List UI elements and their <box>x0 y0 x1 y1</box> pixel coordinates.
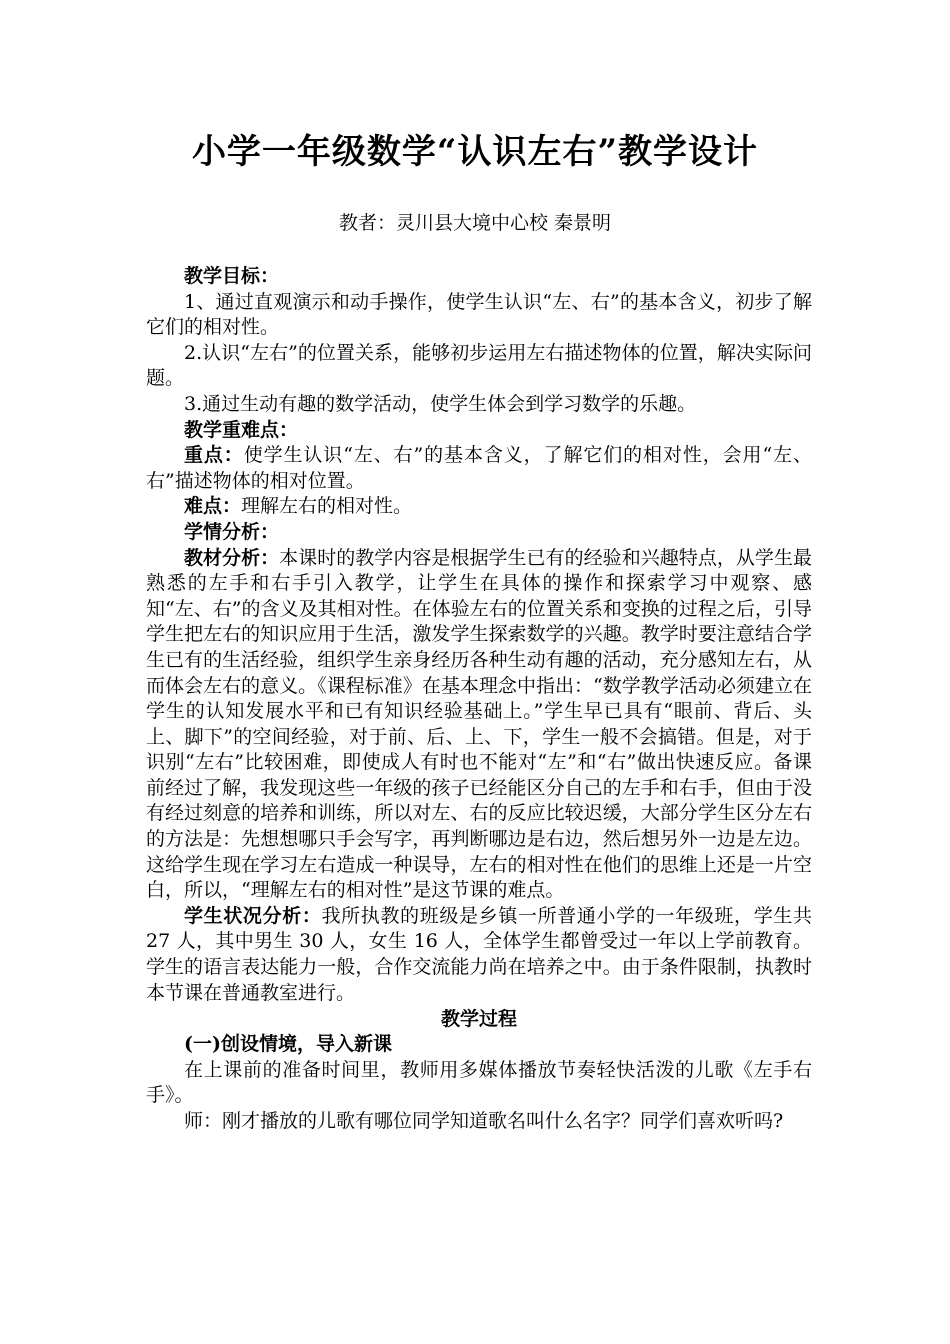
process-heading: 教学过程 <box>440 1008 517 1031</box>
document-body <box>146 264 812 1135</box>
document-title: 小学一年级数学“认识左右”教学设计 <box>191 132 759 172</box>
analysis-heading: 学情分析： <box>184 520 280 543</box>
difficulty-label: 难点： <box>184 495 242 518</box>
goals-heading: 教学目标： <box>184 265 280 287</box>
material-text: 本课时的教学内容是根据学生已有的经验和兴趣特点，从学生最熟悉的左手和右手引入教学，让学生在具体的操作和探索学习中观察、感知“左、右”的含义及其相对性。在体验左右的位置关系和变换的过程之后，引导学生把左右的知识应用于生活，激发学生探索数学的兴趣。教学时要注意结合学生已有的生活经验，组织学生亲身经历各种生动有趣的活动，充分感知左右，从而体会左右的意义。《课程标准》在基本理念中指出：“数学教学活动必须建立在学生的认知发展水平和已有知识经验基础上。”学生早已具有“眼前、背后、头上、脚下”的空间经验，对于前、后、上、下，学生一般不会搞错。但是，对于识别“左右”比较困难，即使成人有时也不能对“左”和“右”做出快速反应。备课前经过了解，我发现这些一年级的孩子已经能区分自己的左手和右手，但由于没有经过刻意的培养和训练，所以对左、右的反应比较迟缓，大部分学生区分左右的方法是：先想想哪只手会写字，再判断哪边是右边，然后想另外一边是左边。这给学生现在学习左右造成一种误导，左右的相对性在他们的思维上还是一片空白，所以，“理解左右的相对性”是这节课的难点。 <box>146 546 812 902</box>
focus-text: 使学生认识“左、右”的基本含义，了解它们的相对性，会用“左、右”描述物体的相对位置。 <box>146 444 812 492</box>
goal-item-3: 3.通过生动有趣的数学活动，使学生体会到学习数学的乐趣。 <box>184 392 697 415</box>
step1-heading: (一)创设情境，导入新课 <box>184 1033 392 1056</box>
step1-paragraph-1: 在上课前的准备时间里，教师用多媒体播放节奏轻快活泼的儿歌《左手右手》。 <box>146 1058 812 1107</box>
material-label: 教材分析： <box>184 546 280 569</box>
author-line: 教者：灵川县大境中心校 秦景明 <box>338 212 612 234</box>
goal-item-1: 1、通过直观演示和动手操作，使学生认识“左、右”的基本含义，初步了解它们的相对性。 <box>146 290 812 339</box>
focus-label: 重点： <box>184 444 244 467</box>
focus-paragraph <box>146 443 812 494</box>
student-analysis-paragraph <box>146 904 812 1006</box>
student-text: 我所执教的班级是乡镇一所普通小学的一年级班，学生共 27 人，其中男生 30 人，女生 16 人，全体学生都曾受过一年以上学前教育。学生的语言表达能力一般，合作交流能力尚在培养之中。由于条件限制，执教时本节课在普通教室进行。 <box>146 904 812 1004</box>
goal-item-2: 2.认识“左右”的位置关系，能够初步运用左右描述物体的位置，解决实际问题。 <box>146 341 812 390</box>
material-analysis-paragraph <box>146 546 812 904</box>
difficulty-paragraph <box>146 494 812 520</box>
step1-paragraph-2: 师：刚才播放的儿歌有哪位同学知道歌名叫什么名字？同学们喜欢听吗? <box>184 1110 784 1132</box>
student-label: 学生状况分析： <box>184 904 322 927</box>
key-points-heading: 教学重难点： <box>184 418 299 441</box>
difficulty-text: 理解左右的相对性。 <box>241 495 413 518</box>
